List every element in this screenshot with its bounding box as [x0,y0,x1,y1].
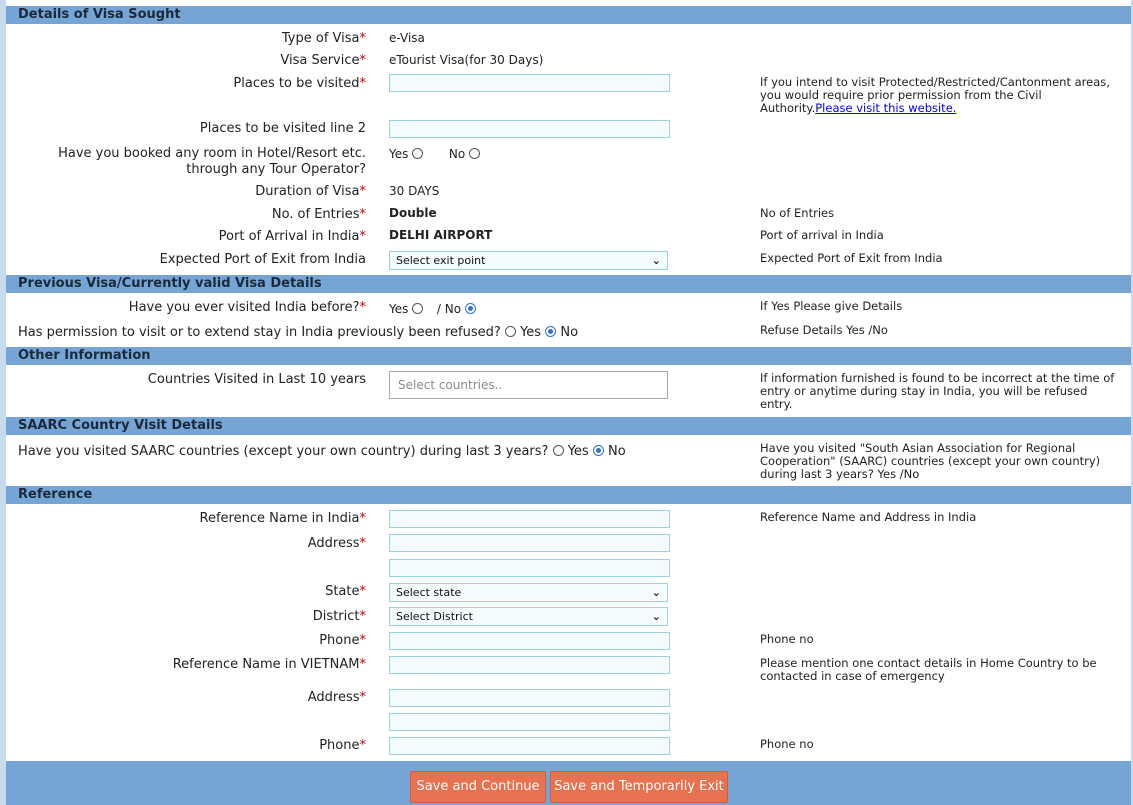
ref-address2-line2-input[interactable] [389,713,670,731]
ref-address-label: Address* [307,536,366,551]
chevron-down-icon: ⌄ [651,254,661,267]
visa-service-label: Visa Service* [280,53,366,68]
places-note: If you intend to visit Protected/Restricted/Cantonment areas, you would require prior permission from the Civil Authority.Please visit this website. [760,75,1110,115]
exit-port-note: Expected Port of Exit from India [760,251,943,265]
chevron-down-icon: ⌄ [651,610,661,623]
ref-name-home-input[interactable] [389,656,670,674]
saarc-no-radio[interactable] [593,445,604,456]
ref-state-select[interactable]: Select state ⌄ [389,583,668,602]
ref-state-label: State* [325,584,366,599]
arrival-port-note: Port of arrival in India [760,228,884,242]
saarc-question-label: Have you visited SAARC countries (except your own country) during last 3 years? [18,444,549,459]
section-header-saarc: SAARC Country Visit Details [6,417,1131,435]
entries-note: No of Entries [760,206,835,220]
hotel-no-label: No [448,147,466,161]
places-line2-label: Places to be visited line 2 [199,121,366,136]
visited-yes-radio[interactable] [412,303,423,314]
countries-visited-select[interactable]: Select countries.. [389,371,668,399]
visited-no-radio[interactable] [465,303,476,314]
exit-port-label: Expected Port of Exit from India [159,252,366,267]
ref-address-line1-input[interactable] [389,534,670,552]
countries-visited-note: If information furnished is found to be incorrect at the time of entry or anytime during stay in India, you will be refused entry. [760,371,1115,411]
visited-before-label: Have you ever visited India before?* [128,300,366,315]
hotel-yes-radio[interactable] [412,148,423,159]
ref-address2-label: Address* [307,690,366,705]
places-line2-input[interactable] [389,120,670,138]
ref-name-india-note: Reference Name and Address in India [760,510,977,524]
visa-service-value: eTourist Visa(for 30 Days) [389,53,544,67]
refused-yes-label: Yes [520,325,542,340]
ref-name-india-label: Reference Name in India* [199,511,366,526]
saarc-row [18,444,626,459]
countries-visited-label: Countries Visited in Last 10 years [147,372,366,387]
ref-district-select[interactable]: Select District ⌄ [389,607,668,626]
refused-label: Has permission to visit or to extend stay in India previously been refused? [18,325,501,340]
type-of-visa-label: Type of Visa* [281,31,366,46]
ref-address-line2-input[interactable] [389,559,670,577]
hotel-yes-label: Yes [389,147,409,161]
type-of-visa-value: e-Visa [389,31,425,45]
ref-phone-input[interactable] [389,632,670,650]
section-header-other-info: Other Information [6,347,1131,365]
duration-value: 30 DAYS [389,184,440,198]
section-header-visa-details: Details of Visa Sought [6,6,1131,24]
refused-row [18,325,578,340]
ref-phone2-note: Phone no [760,737,814,751]
ref-phone-label: Phone* [319,633,366,648]
saarc-yes-label: Yes [567,444,589,459]
chevron-down-icon: ⌄ [651,586,661,599]
visited-no-label: / No [436,302,462,316]
visited-before-note: If Yes Please give Details [760,299,903,313]
duration-label: Duration of Visa* [255,184,366,199]
ref-name-home-note: Please mention one contact details in Home Country to be contacted in case of emergency [760,656,1097,683]
refused-no-label: No [560,325,579,340]
ref-address2-line1-input[interactable] [389,689,670,707]
ref-phone-note: Phone no [760,632,814,646]
ref-phone2-label: Phone* [319,738,366,753]
save-exit-button[interactable]: Save and Temporarily Exit [550,771,728,803]
places-to-visit-input[interactable] [389,74,670,92]
hotel-booked-label: Have you booked any room in Hotel/Resort etc. through any Tour Operator? [58,146,366,177]
saarc-no-label: No [608,444,626,459]
refused-note: Refuse Details Yes /No [760,323,888,337]
section-header-previous-visa: Previous Visa/Currently valid Visa Details [6,275,1131,293]
save-continue-button[interactable]: Save and Continue [410,771,546,803]
ref-phone2-input[interactable] [389,737,670,755]
refused-no-radio[interactable] [545,326,556,337]
arrival-port-label: Port of Arrival in India* [218,229,366,244]
saarc-yes-radio[interactable] [553,445,564,456]
refused-yes-radio[interactable] [505,326,516,337]
places-to-visit-label: Places to be visited* [233,76,366,91]
ref-name-home-label: Reference Name in VIETNAM* [172,657,366,672]
visited-before-radio-group [389,302,476,316]
entries-label: No. of Entries* [271,207,366,222]
visited-yes-label: Yes [389,302,409,316]
ref-district-label: District* [312,609,366,624]
visit-website-link[interactable]: Please visit this website. [815,101,957,115]
arrival-port-value: DELHI AIRPORT [389,228,493,242]
saarc-note: Have you visited "South Asian Association for Regional Cooperation" (SAARC) countries (except your own country) during last 3 years? Yes /No [760,441,1101,481]
ref-name-india-input[interactable] [389,510,670,528]
section-header-reference: Reference [6,486,1131,504]
entries-value: Double [389,206,437,220]
hotel-no-radio[interactable] [469,148,480,159]
exit-port-select[interactable]: Select exit point ⌄ [389,251,668,270]
hotel-booked-radio-group [389,147,480,161]
